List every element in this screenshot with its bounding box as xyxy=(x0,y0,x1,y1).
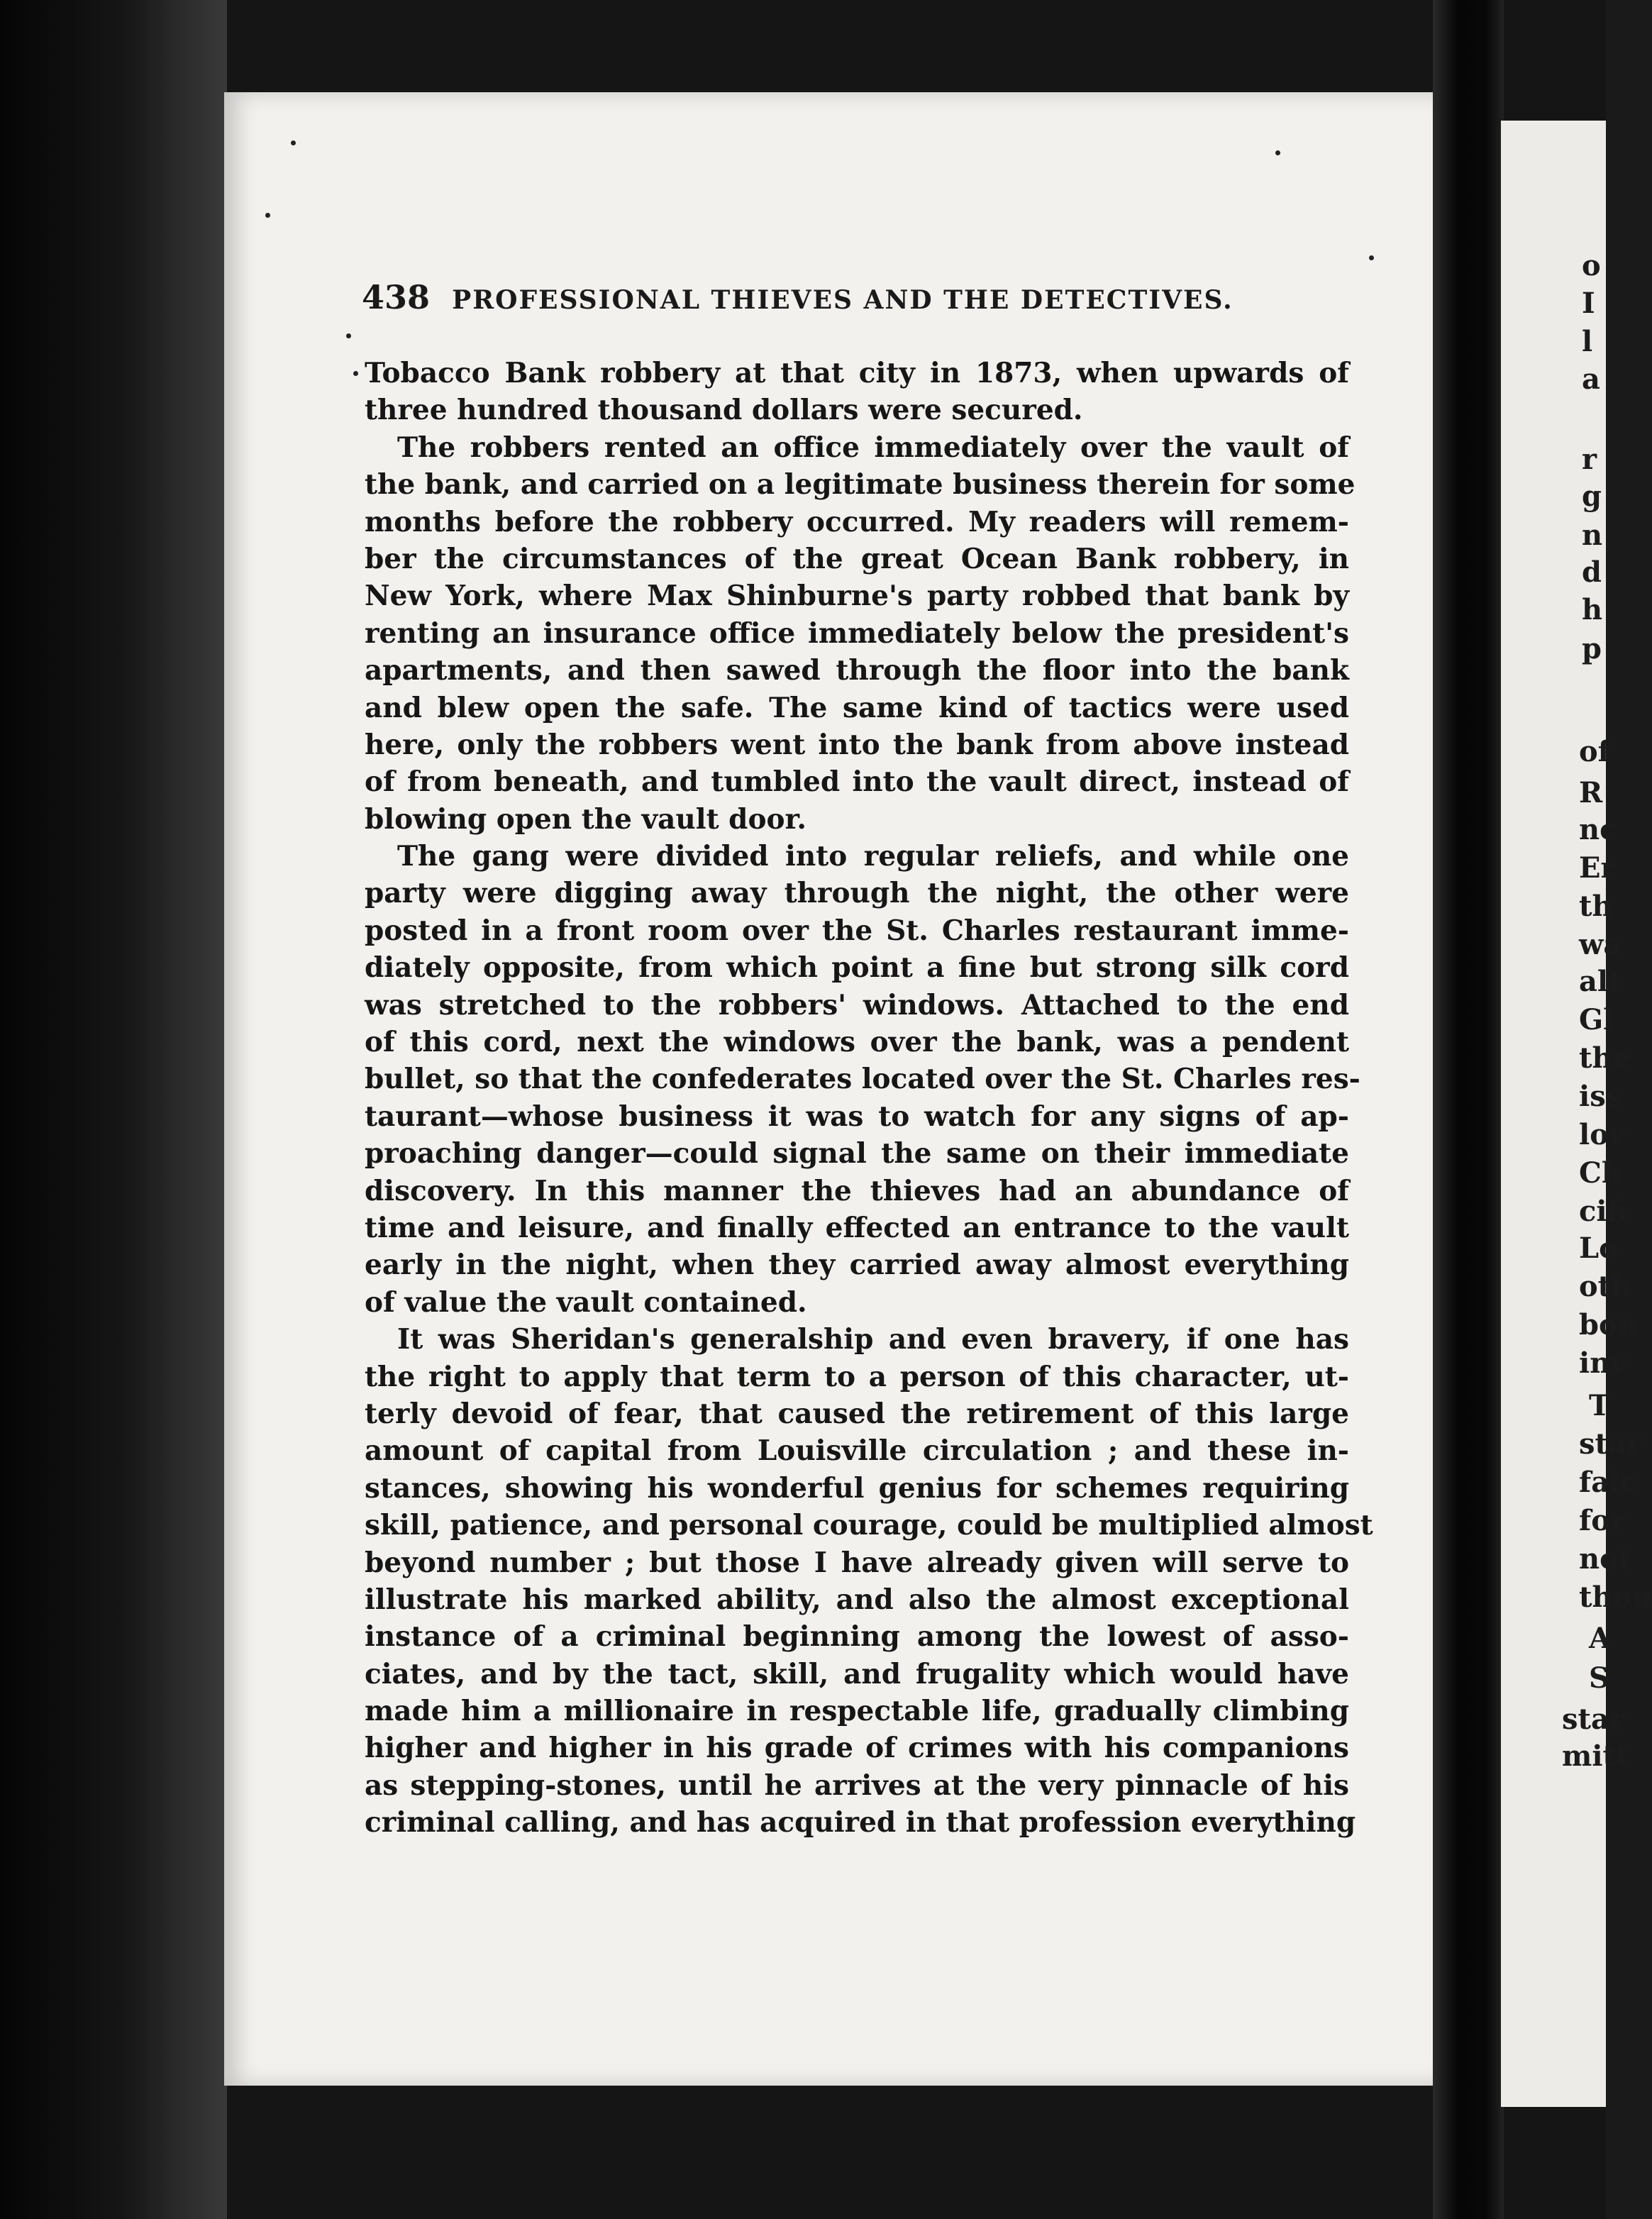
adjacent-page-fragment: p xyxy=(1582,632,1602,665)
text-line: the bank, and carried on a legitimate business therein for some xyxy=(365,468,1356,502)
page-gutter xyxy=(1433,0,1504,2219)
body-text xyxy=(365,355,1373,1842)
adjacent-page-fragment: o xyxy=(1582,249,1601,282)
text-line: and blew open the safe. The same kind of tactics were used xyxy=(365,691,1349,724)
text-line: criminal calling, and has acquired in that profession everything xyxy=(365,1806,1356,1839)
adjacent-page-fragment: the xyxy=(1579,1041,1631,1075)
adjacent-page-fragment: bon xyxy=(1579,1308,1639,1341)
text-line: amount of capital from Louisville circulation ; and these in- xyxy=(365,1434,1349,1468)
adjacent-page-fragment: T xyxy=(1589,1389,1610,1422)
text-line: apartments, and then sawed through the floor into the bank xyxy=(365,654,1349,687)
text-line: instance of a criminal beginning among the lowest of asso- xyxy=(365,1620,1349,1654)
text-line: It was Sheridan's generalship and even bravery, if one has xyxy=(397,1323,1349,1356)
text-line: was stretched to the robbers' windows. Attached to the end xyxy=(365,988,1349,1022)
text-line: renting an insurance office immediately below the president's xyxy=(365,616,1349,650)
adjacent-page-fragment: n xyxy=(1582,519,1603,552)
adjacent-page-fragment: wa xyxy=(1579,928,1622,961)
text-line: beyond number ; but those I have already given will serve to xyxy=(365,1546,1349,1579)
text-line: of from beneath, and tumbled into the vault direct, instead of xyxy=(365,765,1349,799)
adjacent-page-fragment: A xyxy=(1589,1622,1612,1655)
text-line: months before the robbery occurred. My readers will remem- xyxy=(365,505,1349,538)
adjacent-page-fragment: h xyxy=(1582,593,1603,626)
adjacent-page-fragment: alt xyxy=(1579,965,1621,998)
text-line: The robbers rented an office immediately over the vault of xyxy=(397,431,1349,464)
text-line: posted in a front room over the St. Charles restaurant imme- xyxy=(365,914,1349,947)
adjacent-page-fragment: d xyxy=(1582,555,1602,589)
adjacent-page-fragment: mitt xyxy=(1562,1739,1629,1773)
text-line: as stepping-stones, until he arrives at the very pinnacle of his xyxy=(365,1769,1349,1802)
adjacent-page-fragment: iss xyxy=(1579,1080,1622,1113)
text-line: early in the night, when they carried away almost everything xyxy=(365,1249,1349,1282)
text-line: discovery. In this manner the thieves had an abundance of xyxy=(365,1174,1349,1207)
adjacent-page-fragment: R xyxy=(1579,776,1603,809)
text-line: three hundred thousand dollars were secured. xyxy=(365,394,1083,427)
adjacent-page-fragment: a xyxy=(1582,363,1600,396)
text-line: here, only the robbers went into the bank from above instead xyxy=(365,728,1349,761)
speck xyxy=(346,333,351,338)
running-head: PROFESSIONAL THIEVES AND THE DETECTIVES. xyxy=(452,285,1234,315)
speck xyxy=(291,140,296,145)
adjacent-page-fragment: Er xyxy=(1579,851,1616,885)
text-line: blowing open the vault door. xyxy=(365,802,807,836)
text-line: proaching danger—could signal the same on their immediate xyxy=(365,1137,1349,1171)
text-line: higher and higher in his grade of crimes with his companions xyxy=(365,1732,1349,1765)
text-line: stances, showing his wonderful genius for schemes requiring xyxy=(365,1471,1349,1505)
text-line: ciates, and by the tact, skill, and frugality which would have xyxy=(365,1657,1349,1690)
speck xyxy=(1369,255,1374,260)
adjacent-page-fragment: oth xyxy=(1579,1270,1632,1303)
adjacent-page-fragment: for xyxy=(1579,1504,1625,1537)
text-line: The gang were divided into regular reliefs, and while one xyxy=(397,840,1349,873)
adjacent-page-fragment: not xyxy=(1579,1542,1632,1576)
adjacent-page xyxy=(1501,121,1652,2107)
text-line: taurant—whose business it was to watch for any signs of ap- xyxy=(365,1100,1349,1133)
adjacent-page-fragment: Lo xyxy=(1579,1232,1618,1265)
text-line: skill, patience, and personal courage, could be multiplied almost xyxy=(365,1509,1373,1542)
adjacent-page-fragment: Gl xyxy=(1579,1003,1614,1036)
adjacent-page-fragment: r xyxy=(1582,443,1597,476)
text-line: bullet, so that the confederates located over the St. Charles res- xyxy=(365,1063,1360,1096)
adjacent-page-fragment: cifi xyxy=(1579,1195,1628,1228)
adjacent-page-fragment: of xyxy=(1579,735,1610,768)
text-line: party were digging away through the night, the other were xyxy=(365,877,1349,910)
text-line: ber the circumstances of the great Ocean Bank robbery, in xyxy=(365,542,1349,575)
adjacent-page-fragment: I xyxy=(1582,287,1595,320)
adjacent-page-fragment: thou xyxy=(1579,1581,1652,1614)
text-line: the right to apply that term to a person of this character, ut- xyxy=(365,1360,1349,1393)
adjacent-page-fragment: inv xyxy=(1579,1346,1627,1380)
text-line: illustrate his marked ability, and also the almost exceptional xyxy=(365,1583,1349,1616)
adjacent-page-fragment: Ch xyxy=(1579,1156,1622,1190)
adjacent-page-fragment: th xyxy=(1579,890,1613,923)
adjacent-page-fragment: falc xyxy=(1579,1466,1638,1499)
adjacent-page-fragment: S xyxy=(1589,1661,1609,1695)
speck xyxy=(265,213,270,218)
left-scan-margin xyxy=(0,0,227,2219)
speck xyxy=(1275,150,1280,155)
text-line: of value the vault contained. xyxy=(365,1285,807,1319)
speck xyxy=(353,371,358,376)
text-line: of this cord, next the windows over the bank, was a pendent xyxy=(365,1026,1349,1059)
adjacent-page-fragment: l xyxy=(1582,325,1593,358)
page-number: 438 xyxy=(362,278,431,316)
text-line: Tobacco Bank robbery at that city in 1873, when upwards of xyxy=(365,357,1349,389)
adjacent-page-fragment: nc xyxy=(1579,813,1617,846)
text-line: time and leisure, and finally effected an entrance to the vault xyxy=(365,1211,1349,1244)
text-line: New York, where Max Shinburne's party robbed that bank by xyxy=(365,580,1349,613)
adjacent-page-fragment: g xyxy=(1582,480,1602,513)
page-header xyxy=(362,278,1270,321)
adjacent-page-fragment: lov xyxy=(1579,1118,1626,1151)
adjacent-page-fragment: star xyxy=(1579,1427,1641,1461)
adjacent-page-fragment: star xyxy=(1562,1703,1624,1736)
text-line: made him a millionaire in respectable life, gradually climbing xyxy=(365,1695,1349,1728)
text-line: terly devoid of fear, that caused the retirement of this large xyxy=(365,1397,1349,1430)
text-line: diately opposite, from which point a fine but strong silk cord xyxy=(365,951,1349,985)
